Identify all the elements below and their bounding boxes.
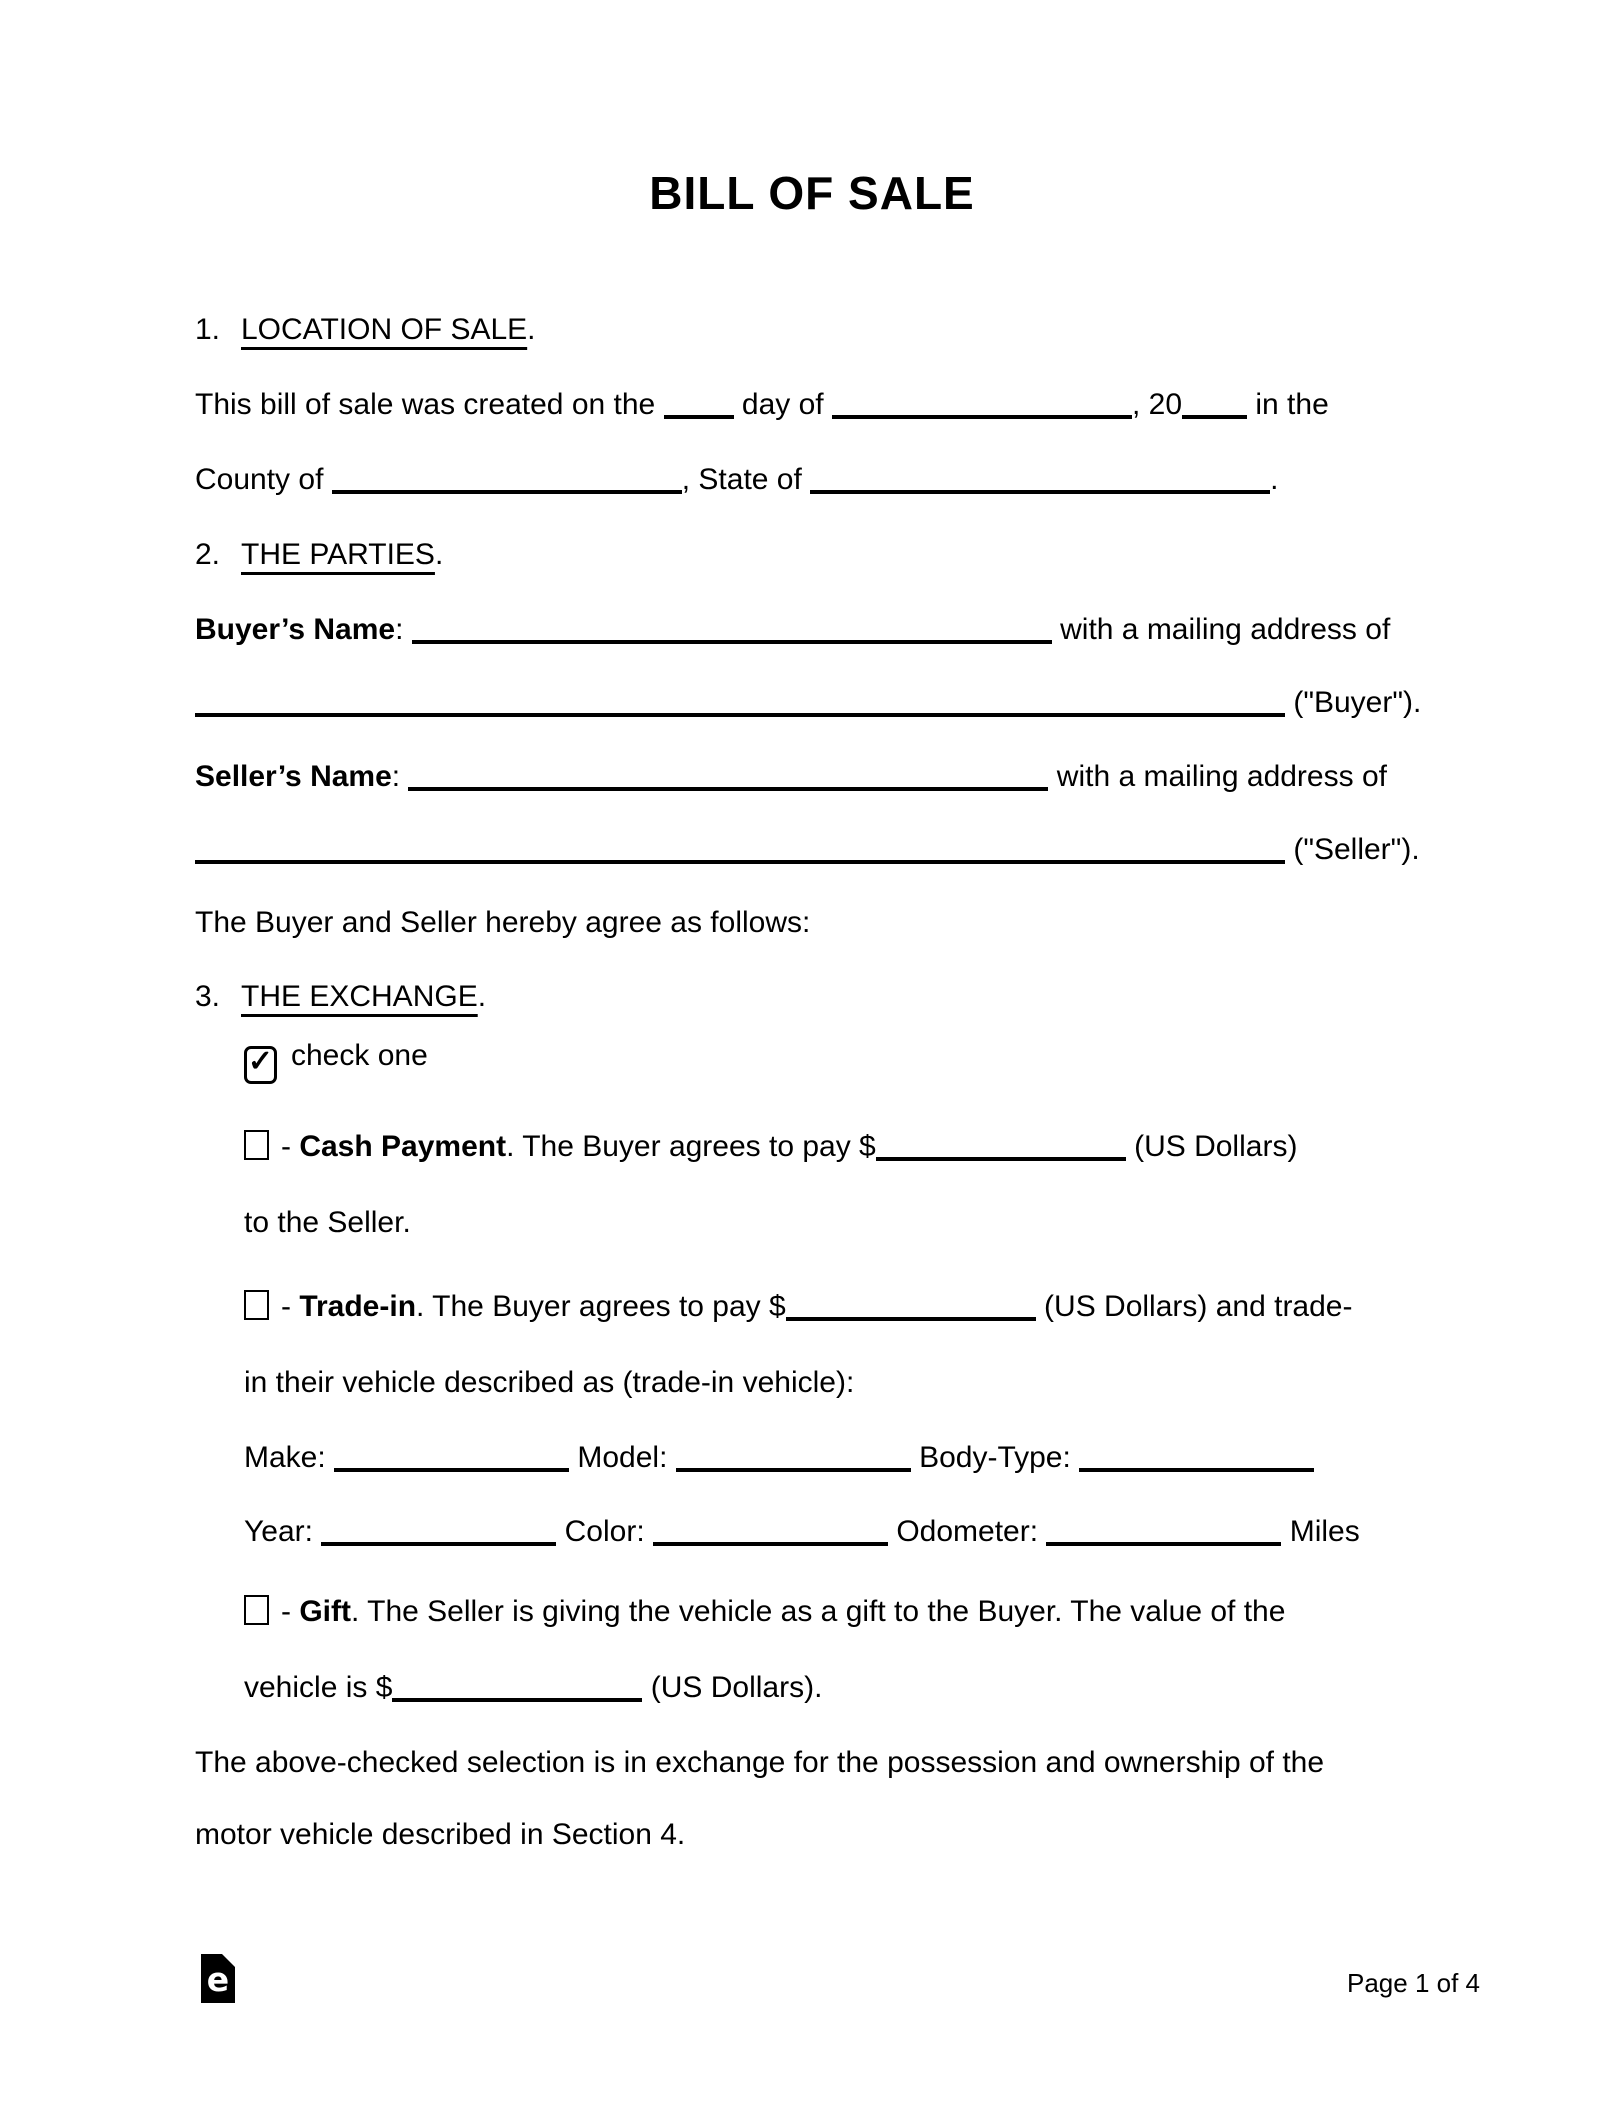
trade-amount-blank[interactable] (786, 1317, 1036, 1321)
vehicle-row-2 (244, 1512, 1360, 1552)
section-1-heading (195, 310, 536, 350)
section-2-heading-period: . (434, 538, 444, 571)
state-label: , State of (681, 463, 811, 496)
section-3-heading-text: THE EXCHANGE (241, 980, 478, 1013)
trade-in-line-2: in their vehicle described as (trade-in vehicle): (244, 1366, 855, 1399)
odometer-label: Odometer: (888, 1515, 1047, 1548)
seller-address-line (195, 830, 1420, 870)
document-title: BILL OF SALE (649, 167, 975, 219)
buyer-cite-text: ("Buyer"). (1285, 686, 1422, 719)
eforms-logo-letter: e (206, 1960, 230, 1999)
cash-payment-checkbox[interactable] (244, 1130, 269, 1160)
section-3-heading-period: . (477, 980, 487, 1013)
odometer-blank[interactable] (1046, 1542, 1281, 1546)
cash-payment-label: Cash Payment (299, 1130, 507, 1163)
section-1-heading-period: . (527, 313, 536, 346)
gift-line-2 (244, 1668, 822, 1708)
miles-label: Miles (1281, 1515, 1360, 1548)
section-2-heading-text: THE PARTIES (241, 538, 435, 571)
agreement-intro-line: The Buyer and Seller hereby agree as follows: (195, 906, 811, 939)
seller-name-line (195, 757, 1387, 797)
trade-dash: - (281, 1290, 300, 1323)
year-label: Year: (244, 1515, 322, 1548)
section-3-number: 3. (195, 980, 221, 1013)
cash-text-1: . The Buyer agrees to pay $ (506, 1130, 876, 1163)
section-1-heading-text: LOCATION OF SALE (241, 313, 528, 346)
year-field-blank[interactable] (321, 1542, 556, 1546)
cash-amount-blank[interactable] (876, 1157, 1126, 1161)
month-blank[interactable] (832, 415, 1132, 419)
gift-label: Gift (299, 1595, 351, 1628)
color-blank[interactable] (653, 1542, 888, 1546)
cash-payment-line-2: to the Seller. (244, 1206, 411, 1239)
county-label: County of (195, 463, 332, 496)
check-one-checkbox[interactable] (244, 1046, 277, 1084)
check-one-label: check one (291, 1039, 428, 1072)
make-label: Make: (244, 1441, 335, 1474)
gift-text-2: vehicle is $ (244, 1671, 393, 1704)
check-one-line (244, 1036, 428, 1084)
location-text-3: , 20 (1131, 388, 1183, 421)
model-label: Model: (569, 1441, 676, 1474)
cash-payment-line (244, 1127, 1297, 1167)
gift-text-1: . The Seller is giving the vehicle as a gift to the Buyer. The value of the (350, 1595, 1286, 1628)
buyer-address-blank[interactable] (195, 713, 1285, 717)
trade-text-2: (US Dollars) and trade- (1035, 1290, 1353, 1323)
cash-dash: - (281, 1130, 300, 1163)
location-text-1: This bill of sale was created on the (195, 388, 664, 421)
color-label: Color: (556, 1515, 653, 1548)
buyer-name-colon: : (395, 613, 412, 646)
year-blank[interactable] (1182, 415, 1247, 419)
buyer-mailing-text: with a mailing address of (1051, 613, 1391, 646)
seller-cite-text: ("Seller"). (1285, 833, 1420, 866)
gift-line (244, 1592, 1285, 1632)
state-blank[interactable] (810, 490, 1270, 494)
gift-dash: - (281, 1595, 300, 1628)
county-blank[interactable] (332, 490, 682, 494)
closing-line-1: The above-checked selection is in exchange for the possession and ownership of the (195, 1746, 1325, 1779)
cash-text-2: (US Dollars) (1125, 1130, 1298, 1163)
buyer-name-label: Buyer’s Name (195, 613, 396, 646)
section-1-number: 1. (195, 313, 221, 346)
buyer-name-line (195, 610, 1390, 650)
trade-text-1: . The Buyer agrees to pay $ (416, 1290, 786, 1323)
location-text-4: in the (1247, 388, 1329, 421)
body-type-blank[interactable] (1079, 1468, 1314, 1472)
gift-text-3: (US Dollars). (642, 1671, 823, 1704)
check-icon: ✓ (247, 1045, 274, 1078)
trade-in-label: Trade-in (299, 1290, 417, 1323)
make-blank[interactable] (334, 1468, 569, 1472)
trade-in-line (244, 1287, 1352, 1327)
closing-line-2: motor vehicle described in Section 4. (195, 1818, 686, 1851)
section-3-heading (195, 977, 486, 1017)
location-text-2: day of (733, 388, 832, 421)
gift-checkbox[interactable] (244, 1595, 269, 1625)
buyer-address-line (195, 683, 1421, 723)
gift-value-blank[interactable] (392, 1698, 642, 1702)
location-sentence-line-1 (195, 385, 1329, 425)
seller-address-blank[interactable] (195, 860, 1285, 864)
seller-mailing-text: with a mailing address of (1048, 760, 1387, 793)
model-blank[interactable] (676, 1468, 911, 1472)
day-blank[interactable] (664, 415, 734, 419)
location-line-2-period: . (1270, 463, 1279, 496)
trade-in-checkbox[interactable] (244, 1290, 269, 1320)
page-number: Page 1 of 4 (1347, 1968, 1480, 1998)
location-sentence-line-2 (195, 460, 1279, 500)
section-2-heading (195, 535, 443, 575)
eforms-logo (201, 1954, 235, 2003)
buyer-name-blank[interactable] (412, 640, 1052, 644)
body-type-label: Body-Type: (910, 1441, 1080, 1474)
seller-name-colon: : (391, 760, 409, 793)
section-2-number: 2. (195, 538, 221, 571)
vehicle-row-1 (244, 1438, 1314, 1478)
seller-name-blank[interactable] (408, 787, 1048, 791)
seller-name-label: Seller’s Name (195, 760, 392, 793)
